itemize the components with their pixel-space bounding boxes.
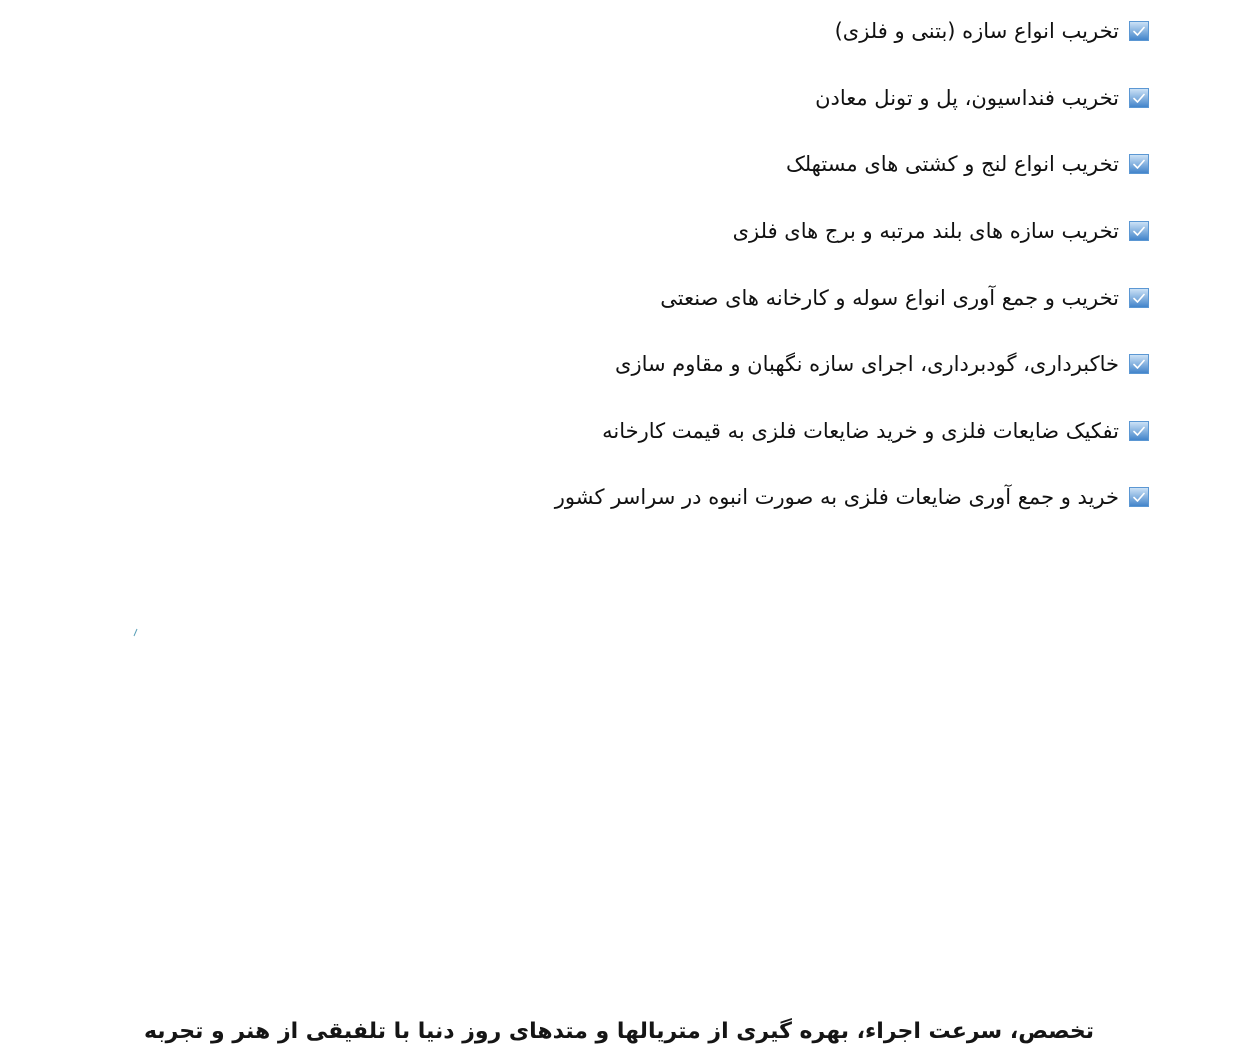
service-label: خرید و جمع آوری ضایعات فلزی به صورت انبوه در سراسر کشور <box>554 485 1119 510</box>
service-row <box>786 150 1149 178</box>
service-label: تخریب سازه های بلند مرتبه و برج های فلزی <box>732 219 1119 244</box>
checkbox-checked-icon <box>1129 487 1149 507</box>
service-item <box>149 266 1149 333</box>
service-label: تخریب فنداسیون، پل و تونل معادن <box>815 85 1119 110</box>
checkbox-checked-icon <box>1129 221 1149 241</box>
service-row <box>815 84 1149 112</box>
service-item <box>149 133 1149 200</box>
service-row <box>835 17 1149 45</box>
service-item <box>149 400 1149 467</box>
checkbox-checked-icon <box>1129 421 1149 441</box>
service-item <box>149 466 1149 533</box>
services-list <box>149 0 1149 533</box>
service-label: تخریب و جمع آوری انواع سوله و کارخانه های صنعتی <box>660 285 1119 310</box>
tagline: تخصص، سرعت اجراء، بهره گیری از متریالها و متدهای روز دنیا با تلفیقی از هنر و تجربه <box>143 1019 1095 1044</box>
checkbox-checked-icon <box>1129 154 1149 174</box>
service-row <box>615 350 1149 378</box>
service-label: تخریب انواع لنج و کشتی های مستهلک <box>785 152 1119 177</box>
checkbox-checked-icon <box>1129 288 1149 308</box>
service-item <box>149 67 1149 134</box>
service-label: تخریب انواع سازه (بتنی و فلزی) <box>834 19 1119 44</box>
service-item <box>149 200 1149 267</box>
checkbox-checked-icon <box>1129 354 1149 374</box>
service-label: خاکبرداری، گودبرداری، اجرای سازه نگهبان و مقاوم سازی <box>615 352 1119 377</box>
stray-mark-icon <box>133 628 138 637</box>
checkbox-checked-icon <box>1129 21 1149 41</box>
service-label: تفکیک ضایعات فلزی و خرید ضایعات فلزی به قیمت کارخانه <box>602 418 1119 443</box>
service-row <box>555 483 1149 511</box>
service-item <box>149 333 1149 400</box>
service-row <box>660 284 1149 312</box>
service-item <box>149 0 1149 67</box>
checkbox-checked-icon <box>1129 88 1149 108</box>
service-row <box>733 217 1149 245</box>
service-row <box>602 417 1149 445</box>
